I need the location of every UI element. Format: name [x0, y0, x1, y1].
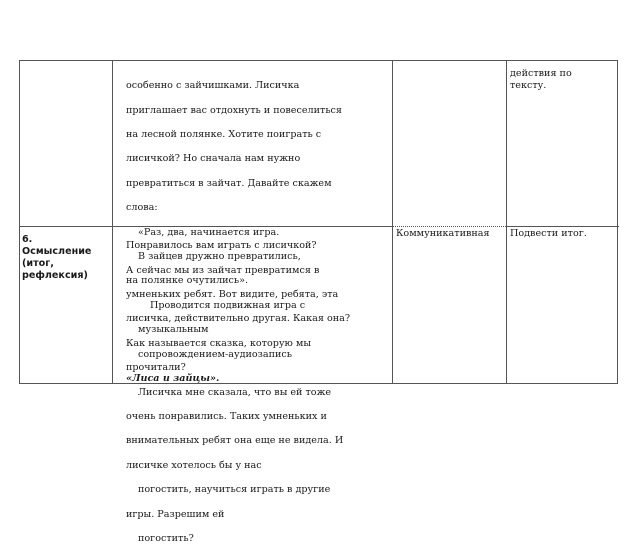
- column-divider: [112, 61, 113, 383]
- text-line: на полянке очутились».: [126, 275, 249, 287]
- text-line: превратиться в зайчат. Давайте скажем: [126, 177, 332, 189]
- text-line: В зайцев дружно превратились,: [138, 251, 301, 263]
- column-divider: [392, 61, 393, 383]
- text-line: приглашает вас отдохнуть и повеселиться: [126, 104, 342, 116]
- text-line: внимательных ребят она еще не видела. И: [126, 435, 344, 447]
- text-line: лисичка, действительно другая. Какая она?: [126, 313, 350, 325]
- text-line: Проводится подвижная игра с: [150, 299, 306, 311]
- text-line: Лисичка мне сказала, что вы ей тоже: [138, 386, 332, 398]
- text-line: сопровождением-аудиозапись: [138, 348, 292, 360]
- text-line: «Раз, два, начинается игра.: [138, 226, 280, 238]
- text-line: умненьких ребят. Вот видите, ребята, эта: [126, 289, 339, 301]
- text-line: очень понравились. Таких умненьких и: [126, 411, 327, 423]
- text-line: Как называется сказка, которую мы: [126, 337, 312, 349]
- text-line: игры. Разрешим ей: [126, 508, 225, 520]
- text-line: лисичкой? Но сначала нам нужно: [126, 153, 301, 165]
- row2-lesson-text: [126, 228, 390, 557]
- text-line: погостить?: [138, 533, 194, 545]
- game-title-close-quote: ».: [209, 373, 220, 385]
- text-line: слова:: [126, 202, 158, 214]
- text-line: Понравилось вам играть с лисичкой?: [126, 240, 317, 252]
- game-title-open-quote: «: [126, 373, 132, 385]
- text-line: погостить, научиться играть в другие: [138, 484, 331, 496]
- lesson-plan-table: [19, 60, 618, 545]
- row1-activity: действия по тексту.: [510, 68, 572, 92]
- text-line: лисичке хотелось бы у нас: [126, 459, 262, 471]
- column-divider: [506, 61, 507, 383]
- text-line: особенно с зайчишками. Лисичка: [126, 80, 300, 92]
- text-line: прочитали?: [126, 362, 186, 374]
- row2-stage: 6. Осмысление (итог, рефлексия): [22, 234, 92, 281]
- text-line: музыкальным: [138, 324, 209, 336]
- row2-competency: Коммуникативная: [396, 228, 490, 239]
- game-title: Лиса и зайцы: [132, 373, 210, 385]
- row2-result: Подвести итог.: [510, 228, 587, 239]
- text-line: А сейчас мы из зайчат превратимся в: [126, 264, 320, 276]
- row-divider: [506, 226, 619, 227]
- text-line: на лесной полянке. Хотите поиграть с: [126, 129, 322, 141]
